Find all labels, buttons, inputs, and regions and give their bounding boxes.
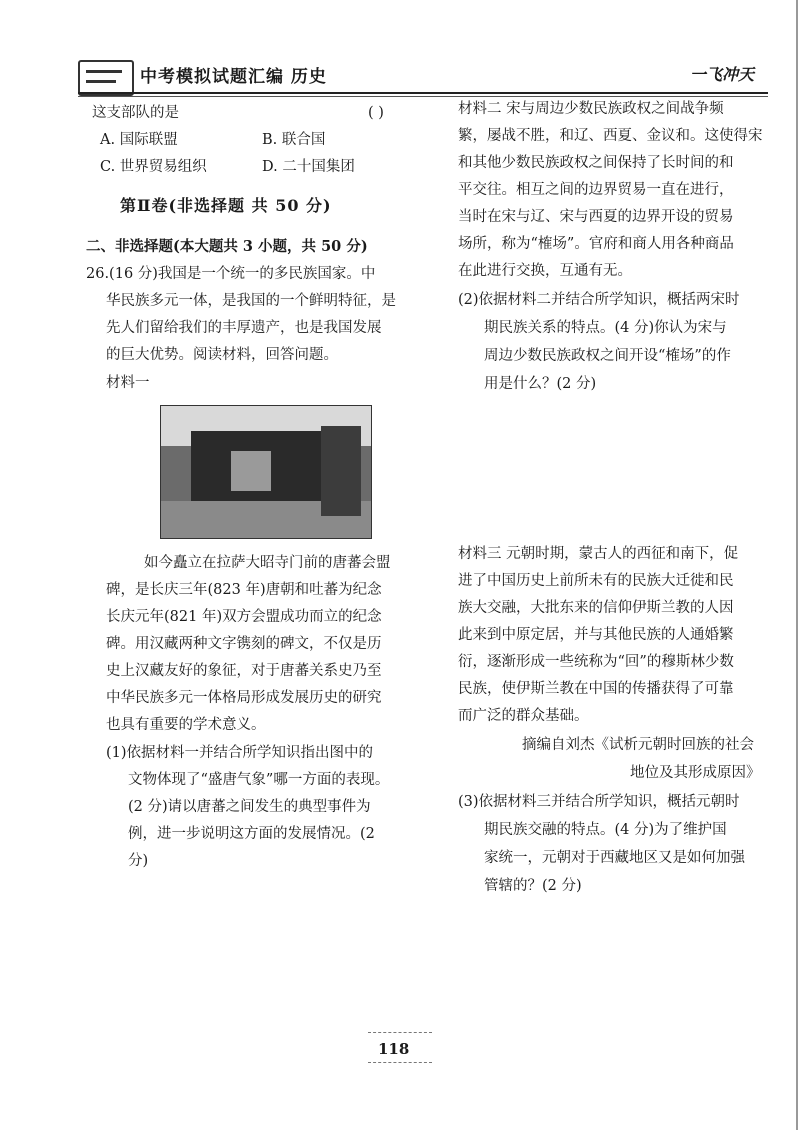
sub2-line-1: (2)依据材料二并结合所学知识，概括两宋时 [458,292,740,308]
sub1-line-3: (2 分)请以唐蕃之间发生的典型事件为 [128,799,371,815]
q26-line-1: 26.(16 分)我国是一个统一的多民族国家。中 [86,266,376,282]
material1-line-6: 中华民族多元一体格局形成发展历史的研究 [106,690,382,706]
material3-line-5: 衍，逐渐形成一些统称为“回”的穆斯林少数 [458,654,734,670]
sub1-line-2: 文物体现了“盛唐气象”哪一方面的表现。 [128,772,390,788]
material3-line-2: 进了中国历史上前所未有的民族大迁徙和民 [458,573,734,589]
sub1-line-5: 分) [128,853,149,869]
q26-line-4: 的巨大优势。阅读材料，回答问题。 [106,347,338,363]
sub1-line-1: (1)依据材料一并结合所学知识指出图中的 [106,745,374,761]
material3-line-6: 民族，使伊斯兰教在中国的传播获得了可靠 [458,681,734,697]
material3-line-3: 族大交融，大批东来的信仰伊斯兰教的人因 [458,600,734,616]
material1-line-3: 长庆元年(821 年)双方会盟成功而立的纪念 [106,609,382,625]
sub3-line-4: 管辖的？(2 分) [484,878,582,894]
answer-paren: ( ) [368,105,384,121]
material2-line-7: 在此进行交换，互通有无。 [458,263,632,279]
material2-line-1: 材料二 宋与周边少数民族政权之间战争频 [458,101,724,117]
material1-line-5: 史上汉藏友好的象征，对于唐蕃关系史乃至 [106,663,382,679]
material3-line-4: 此来到中原定居，并与其他民族的人通婚繁 [458,627,734,643]
material3-line-7: 而广泛的群众基础。 [458,708,589,724]
header-title: 中考模拟试题汇编 历史 [140,67,327,87]
part2-heading: 二、非选择题(本大题共 3 小题，共 50 分) [86,238,368,255]
header-brand: 一飞冲天 [690,65,755,84]
header-rule [78,92,768,94]
sub2-line-2: 期民族关系的特点。(4 分)你认为宋与 [484,320,727,336]
stele-photo [160,405,372,539]
material1-line-1: 如今矗立在拉萨大昭寺门前的唐蕃会盟 [144,555,391,571]
scan-edge-line [796,0,798,1130]
header-logo-icon [78,60,134,96]
material1-label: 材料一 [106,375,150,391]
option-a: A. 国际联盟 [100,132,178,148]
page-number-dash-top [368,1032,432,1033]
source-line-1: 摘编自刘杰《试析元朝时回族的社会 [522,737,754,753]
material1-line-2: 碑，是长庆三年(823 年)唐朝和吐蕃为纪念 [106,582,382,598]
section-title: 第Ⅱ卷(非选择题 共 50 分) [120,196,332,215]
material3-line-1: 材料三 元朝时期，蒙古人的西征和南下，促 [458,546,739,562]
sub3-line-1: (3)依据材料三并结合所学知识，概括元朝时 [458,794,740,810]
sub3-line-2: 期民族交融的特点。(4 分)为了维护国 [484,822,727,838]
page-number-dash-bottom [368,1062,432,1063]
sub3-line-3: 家统一，元朝对于西藏地区又是如何加强 [484,850,745,866]
sub2-line-4: 用是什么？(2 分) [484,376,597,392]
material2-line-4: 平交往。相互之间的边界贸易一直在进行， [458,182,734,198]
header-rule-thin [78,96,768,97]
page-number: 118 [378,1040,410,1058]
material1-line-4: 碑。用汉藏两种文字镌刻的碑文，不仅是历 [106,636,382,652]
option-d: D. 二十国集团 [262,159,355,175]
option-b: B. 联合国 [262,132,326,148]
material1-line-7: 也具有重要的学术意义。 [106,717,266,733]
material2-line-2: 繁，屡战不胜，和辽、西夏、金议和。这使得宋 [458,128,763,144]
q26-line-3: 先人们留给我们的丰厚遗产，也是我国发展 [106,320,382,336]
sub2-line-3: 周边少数民族政权之间开设“榷场”的作 [484,348,731,364]
option-c: C. 世界贸易组织 [100,159,207,175]
question-tail: 这支部队的是 [92,105,179,121]
q26-line-2: 华民族多元一体，是我国的一个鲜明特征，是 [106,293,396,309]
material2-line-3: 和其他少数民族政权之间保持了长时间的和 [458,155,734,171]
sub1-line-4: 例，进一步说明这方面的发展情况。(2 [128,826,375,842]
material2-line-5: 当时在宋与辽、宋与西夏的边界开设的贸易 [458,209,734,225]
source-line-2: 地位及其形成原因》 [630,765,761,781]
material2-line-6: 场所，称为“榷场”。官府和商人用各种商品 [458,236,734,252]
